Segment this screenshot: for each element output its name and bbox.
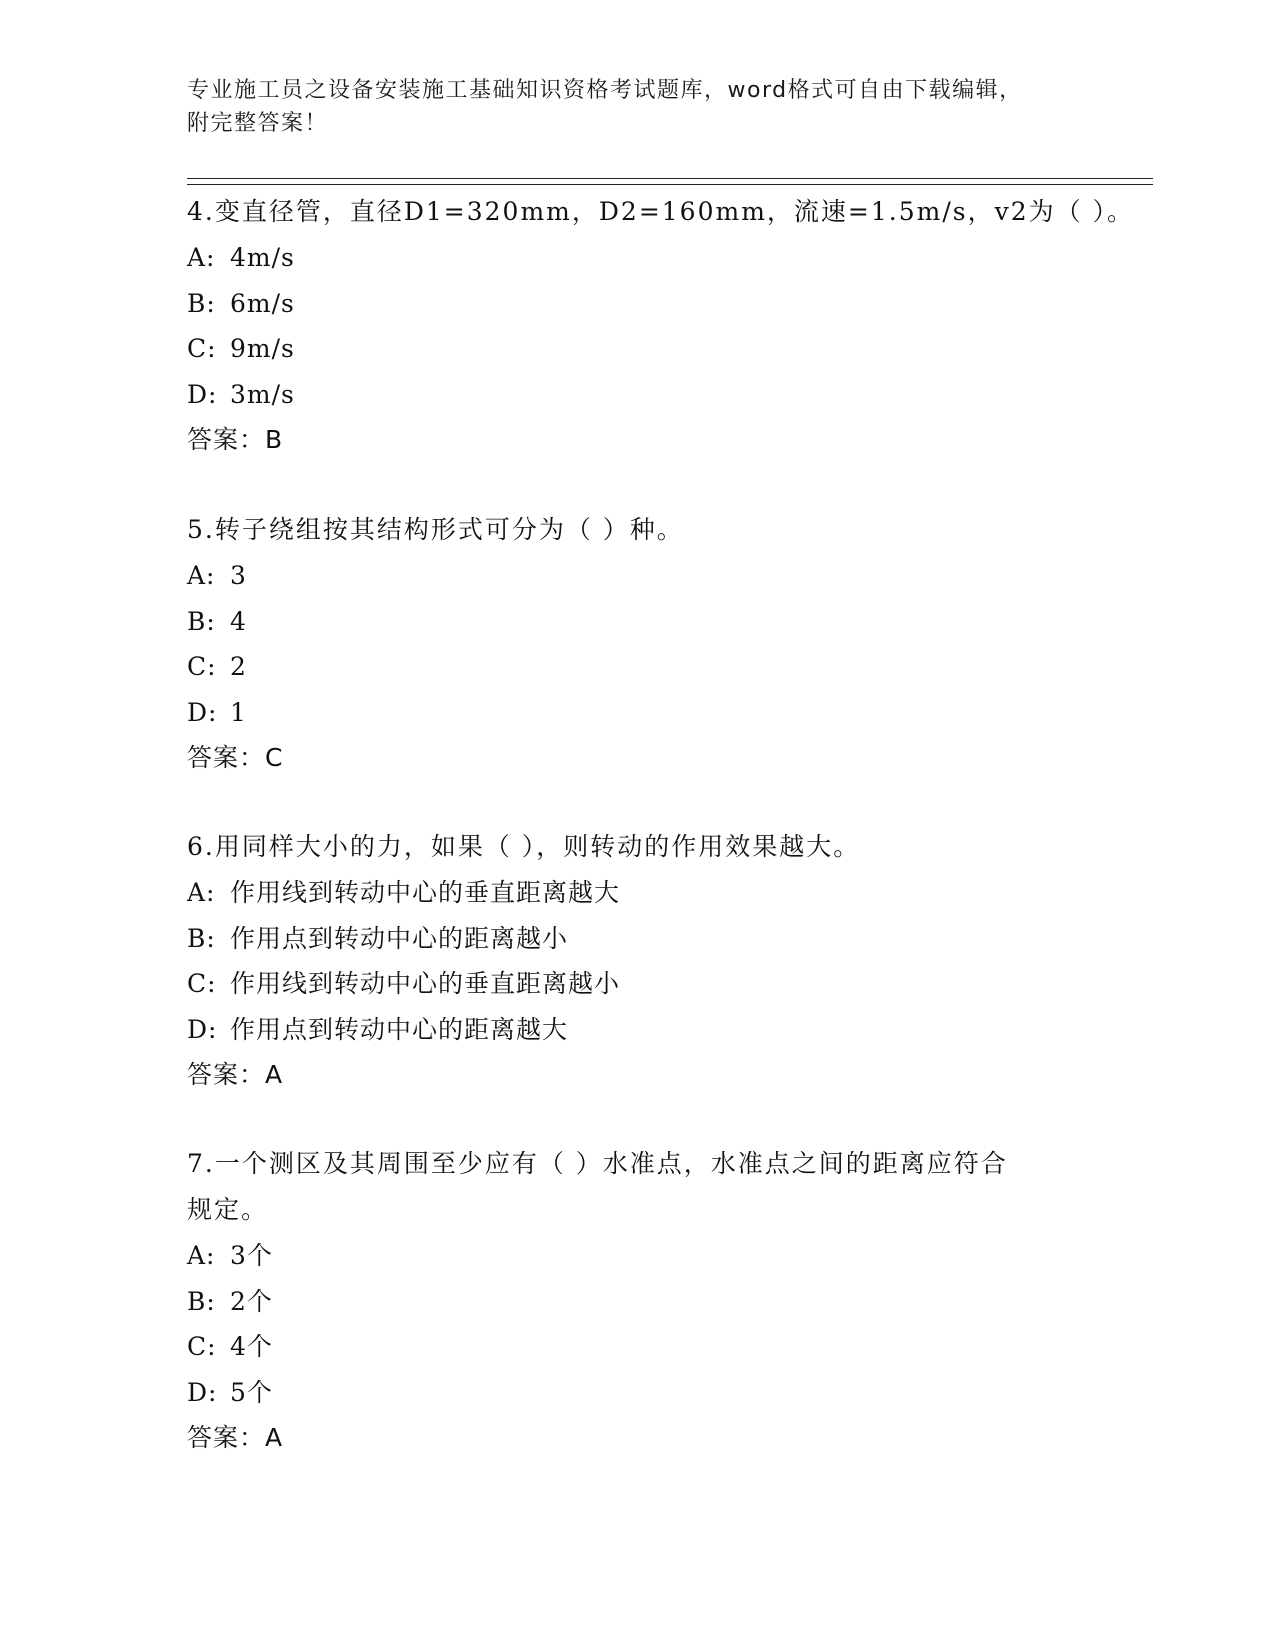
question-stem-line: 5.转子绕组按其结构形式可分为（ ）种。 xyxy=(187,515,684,544)
option-key: A: xyxy=(187,1241,216,1270)
option-key: D: xyxy=(187,1377,218,1407)
document-header xyxy=(187,74,1067,140)
option-text: 4 xyxy=(230,606,247,636)
option-text: 9m/s xyxy=(230,334,295,363)
option-key: C: xyxy=(187,334,217,363)
option-text: 作用线到转动中心的垂直距离越大 xyxy=(230,878,621,907)
option-b xyxy=(187,599,1087,645)
option-a xyxy=(187,553,1087,599)
option-text: 5个 xyxy=(230,1377,273,1407)
option-text: 6m/s xyxy=(230,288,295,318)
option-key: B: xyxy=(187,606,216,636)
option-key: C: xyxy=(187,1332,217,1361)
question-stem xyxy=(187,1141,1087,1233)
option-text: 1 xyxy=(230,697,247,727)
option-d xyxy=(187,1370,1087,1416)
header-line-2: 附完整答案！ xyxy=(187,111,329,136)
option-key: C: xyxy=(187,652,217,681)
question-stem-line: 7.一个测区及其周围至少应有（ ）水准点，水准点之间的距离应符合 xyxy=(187,1149,1008,1178)
option-c xyxy=(187,326,1087,372)
answer-line: 答案：A xyxy=(187,1423,284,1452)
option-key: A: xyxy=(187,243,216,272)
answer-line: 答案：A xyxy=(187,1060,284,1089)
option-b xyxy=(187,1279,1087,1325)
option-d xyxy=(187,690,1087,736)
option-key: D: xyxy=(187,697,218,727)
option-c xyxy=(187,644,1087,690)
option-text: 4个 xyxy=(230,1332,273,1361)
option-a xyxy=(187,870,1087,916)
option-a xyxy=(187,235,1087,281)
option-c xyxy=(187,1324,1087,1370)
option-b xyxy=(187,916,1087,962)
answer-line: 答案：C xyxy=(187,743,284,772)
header-divider-bottom xyxy=(187,184,1153,185)
option-key: D: xyxy=(187,1014,218,1044)
question-6 xyxy=(187,824,1087,1098)
option-a xyxy=(187,1233,1087,1279)
answer-line: 答案：B xyxy=(187,425,284,454)
question-stem xyxy=(187,189,1135,235)
option-key: B: xyxy=(187,1286,216,1316)
question-stem-line: 6.用同样大小的力，如果（ ），则转动的作用效果越大。 xyxy=(187,832,861,861)
question-stem-line: 规定。 xyxy=(187,1195,269,1224)
option-text: 2 xyxy=(230,652,247,681)
question-5 xyxy=(187,507,1087,781)
option-text: 作用点到转动中心的距离越小 xyxy=(230,923,569,953)
option-text: 2个 xyxy=(230,1286,273,1316)
option-text: 作用线到转动中心的垂直距离越小 xyxy=(230,969,621,998)
header-line-1: 专业施工员之设备安装施工基础知识资格考试题库，word格式可自由下载编辑， xyxy=(187,78,1023,103)
option-d xyxy=(187,1007,1087,1053)
question-stem xyxy=(187,507,1087,553)
option-key: D: xyxy=(187,379,218,409)
question-stem-line: 4.变直径管，直径D1=320mm，D2=160mm，流速=1.5m/s，v2为（ ）。 xyxy=(187,197,1135,226)
question-4 xyxy=(187,189,1135,463)
header-divider-top xyxy=(187,178,1153,179)
option-text: 作用点到转动中心的距离越大 xyxy=(230,1014,569,1044)
option-text: 3 xyxy=(230,561,247,590)
option-text: 4m/s xyxy=(230,243,295,272)
option-text: 3个 xyxy=(230,1241,273,1270)
option-c xyxy=(187,961,1087,1007)
option-key: B: xyxy=(187,923,216,953)
option-b xyxy=(187,281,1087,327)
question-7 xyxy=(187,1141,1087,1461)
option-key: B: xyxy=(187,288,216,318)
option-key: C: xyxy=(187,969,217,998)
option-d xyxy=(187,372,1087,418)
option-key: A: xyxy=(187,878,216,907)
question-stem xyxy=(187,824,1087,870)
option-text: 3m/s xyxy=(230,379,295,409)
option-key: A: xyxy=(187,561,216,590)
